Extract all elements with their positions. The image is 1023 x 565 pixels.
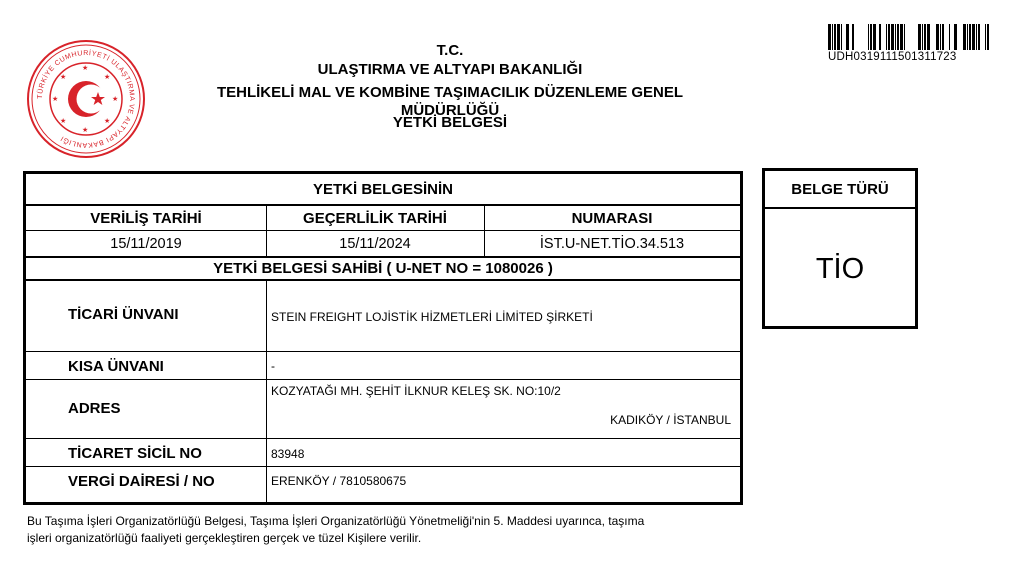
- tax-value: ERENKÖY / 7810580675: [271, 474, 407, 488]
- svg-text:TÜRKİYE CUMHURİYETİ ULAŞTIRMA: TÜRKİYE CUMHURİYETİ ULAŞTIRMA VE ALTYAPI BAKANLIĞI: [36, 49, 136, 149]
- svg-text:★: ★: [82, 127, 89, 134]
- trade-name-label: TİCARİ ÜNVANI: [68, 306, 179, 323]
- barcode-number: UDH0319111501311723: [828, 51, 957, 63]
- svg-text:★: ★: [104, 74, 111, 81]
- tax-label: VERGİ DAİRESİ / NO: [68, 473, 215, 490]
- validity-date-header: GEÇERLİLİK TARİHİ: [303, 210, 447, 227]
- header-ministry: ULAŞTIRMA VE ALTYAPI BAKANLIĞI: [317, 61, 583, 78]
- address-label: ADRES: [68, 400, 121, 417]
- short-name-value: -: [271, 359, 275, 373]
- svg-text:★: ★: [60, 118, 67, 125]
- certificate-number-value: İST.U-NET.TİO.34.513: [539, 236, 685, 252]
- registry-value: 83948: [271, 447, 305, 461]
- header-document-title: YETKİ BELGESİ: [392, 114, 508, 131]
- short-name-label: KISA ÜNVANI: [68, 358, 164, 375]
- number-header: NUMARASI: [571, 210, 653, 227]
- address-line2: KADIKÖY / İSTANBUL: [610, 413, 731, 427]
- footer-line2: işleri organizatörlüğü faaliyeti gerçekleştiren gerçek ve tüzel Kişilere verilir.: [27, 531, 422, 545]
- svg-text:★: ★: [82, 65, 89, 72]
- header-country: T.C.: [436, 42, 464, 59]
- footer-note: [27, 513, 747, 547]
- issue-date-header: VERİLİŞ TARİHİ: [90, 210, 202, 227]
- svg-text:★: ★: [104, 118, 111, 125]
- registry-label: TİCARET SİCİL NO: [68, 445, 202, 462]
- barcode: [828, 24, 990, 50]
- header-directorate: TEHLİKELİ MAL VE KOMBİNE TAŞIMACILIK DÜZENLEME GENEL: [216, 84, 684, 101]
- issue-date-value: 15/11/2019: [110, 236, 182, 252]
- holder-title: YETKİ BELGESİ SAHİBİ ( U-NET NO = 1080026 ): [213, 260, 553, 277]
- ministry-seal: [24, 37, 148, 161]
- svg-text:★: ★: [112, 96, 119, 103]
- barcode-icon: [828, 24, 990, 50]
- address-line1: KOZYATAĞI MH. ŞEHİT İLKNUR KELEŞ SK. NO:10/2: [271, 384, 561, 398]
- section-title: YETKİ BELGESİNİN: [312, 181, 454, 198]
- certificate-table: [23, 171, 743, 505]
- seal-logo-icon: [24, 37, 148, 161]
- trade-name-value: STEIN FREIGHT LOJİSTİK HİZMETLERİ LİMİTED ŞİRKETİ: [271, 310, 593, 324]
- footer-line1: Bu Taşıma İşleri Organizatörlüğü Belgesi, Taşıma İşleri Organizatörlüğü Yönetmeliği'nin 5. Maddesi uyarınca, taşıma: [27, 514, 645, 528]
- document-type-box: [762, 168, 918, 329]
- validity-date-value: 15/11/2024: [339, 236, 411, 252]
- document-type-value: TİO: [815, 253, 865, 285]
- svg-text:★: ★: [52, 96, 59, 103]
- document-type-label: BELGE TÜRÜ: [791, 181, 889, 198]
- svg-text:★: ★: [60, 74, 67, 81]
- header-directorate-cont: MÜDÜRLÜĞÜ: [400, 102, 500, 119]
